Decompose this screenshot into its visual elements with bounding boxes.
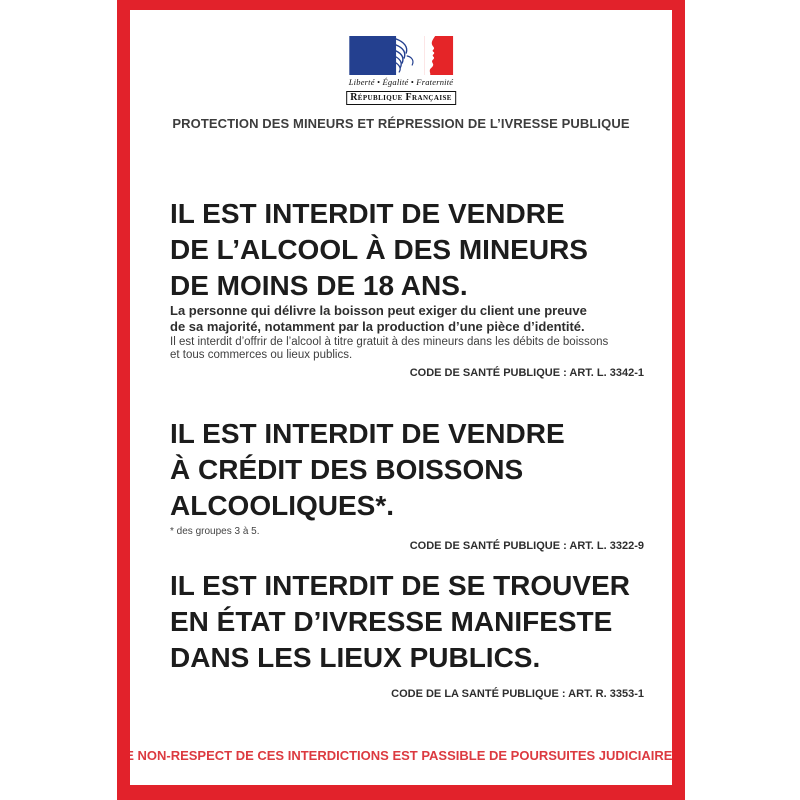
section-1-paragraph [170,336,644,362]
section-1-heading [170,196,644,304]
heading-line: IL EST INTERDIT DE VENDRE [170,198,565,229]
section-2-law-reference: CODE DE SANTÉ PUBLIQUE : ART. L. 3322-9 [409,540,644,552]
french-flag-marianne-icon [349,36,453,75]
paragraph-line: de sa majorité, notamment par la production d’une pièce d’identité. [170,318,585,334]
legal-notice-poster [117,0,685,800]
section-1-law-reference: CODE DE SANTÉ PUBLIQUE : ART. L. 3342-1 [409,367,644,379]
section-3-heading [170,568,644,676]
section-2-heading [170,416,644,524]
heading-line: ALCOOLIQUES*. [170,490,395,521]
republique-francaise-logo [346,36,456,105]
heading-line: DE L’ALCOOL À DES MINEURS [170,234,588,265]
paragraph-line: Il est interdit d’offrir de l’alcool à titre gratuit à des mineurs dans les débits de boissons [170,336,609,348]
section-1-bold-paragraph [170,303,644,334]
heading-line: À CRÉDIT DES BOISSONS [170,454,524,485]
logo-motto: Liberté • Égalité • Fraternité [348,77,454,87]
warning-text: LE NON-RESPECT DE CES INTERDICTIONS EST PASSIBLE DE POURSUITES JUDICIAIRES. [117,748,685,763]
heading-line: EN ÉTAT D’IVRESSE MANIFESTE [170,606,613,637]
heading-line: DE MOINS DE 18 ANS. [170,270,468,301]
logo-republic-name: République Française [346,91,456,105]
poster-title: PROTECTION DES MINEURS ET RÉPRESSION DE L’IVRESSE PUBLIQUE [172,116,630,131]
heading-line: IL EST INTERDIT DE SE TROUVER [170,570,630,601]
heading-line: DANS LES LIEUX PUBLICS. [170,642,541,673]
paragraph-line: et tous commerces ou lieux publics. [170,349,353,361]
heading-line: IL EST INTERDIT DE VENDRE [170,418,565,449]
paragraph-line: La personne qui délivre la boisson peut exiger du client une preuve [170,303,587,318]
section-3-law-reference: CODE DE LA SANTÉ PUBLIQUE : ART. R. 3353-1 [391,688,644,700]
section-2-footnote: * des groupes 3 à 5. [170,526,260,537]
